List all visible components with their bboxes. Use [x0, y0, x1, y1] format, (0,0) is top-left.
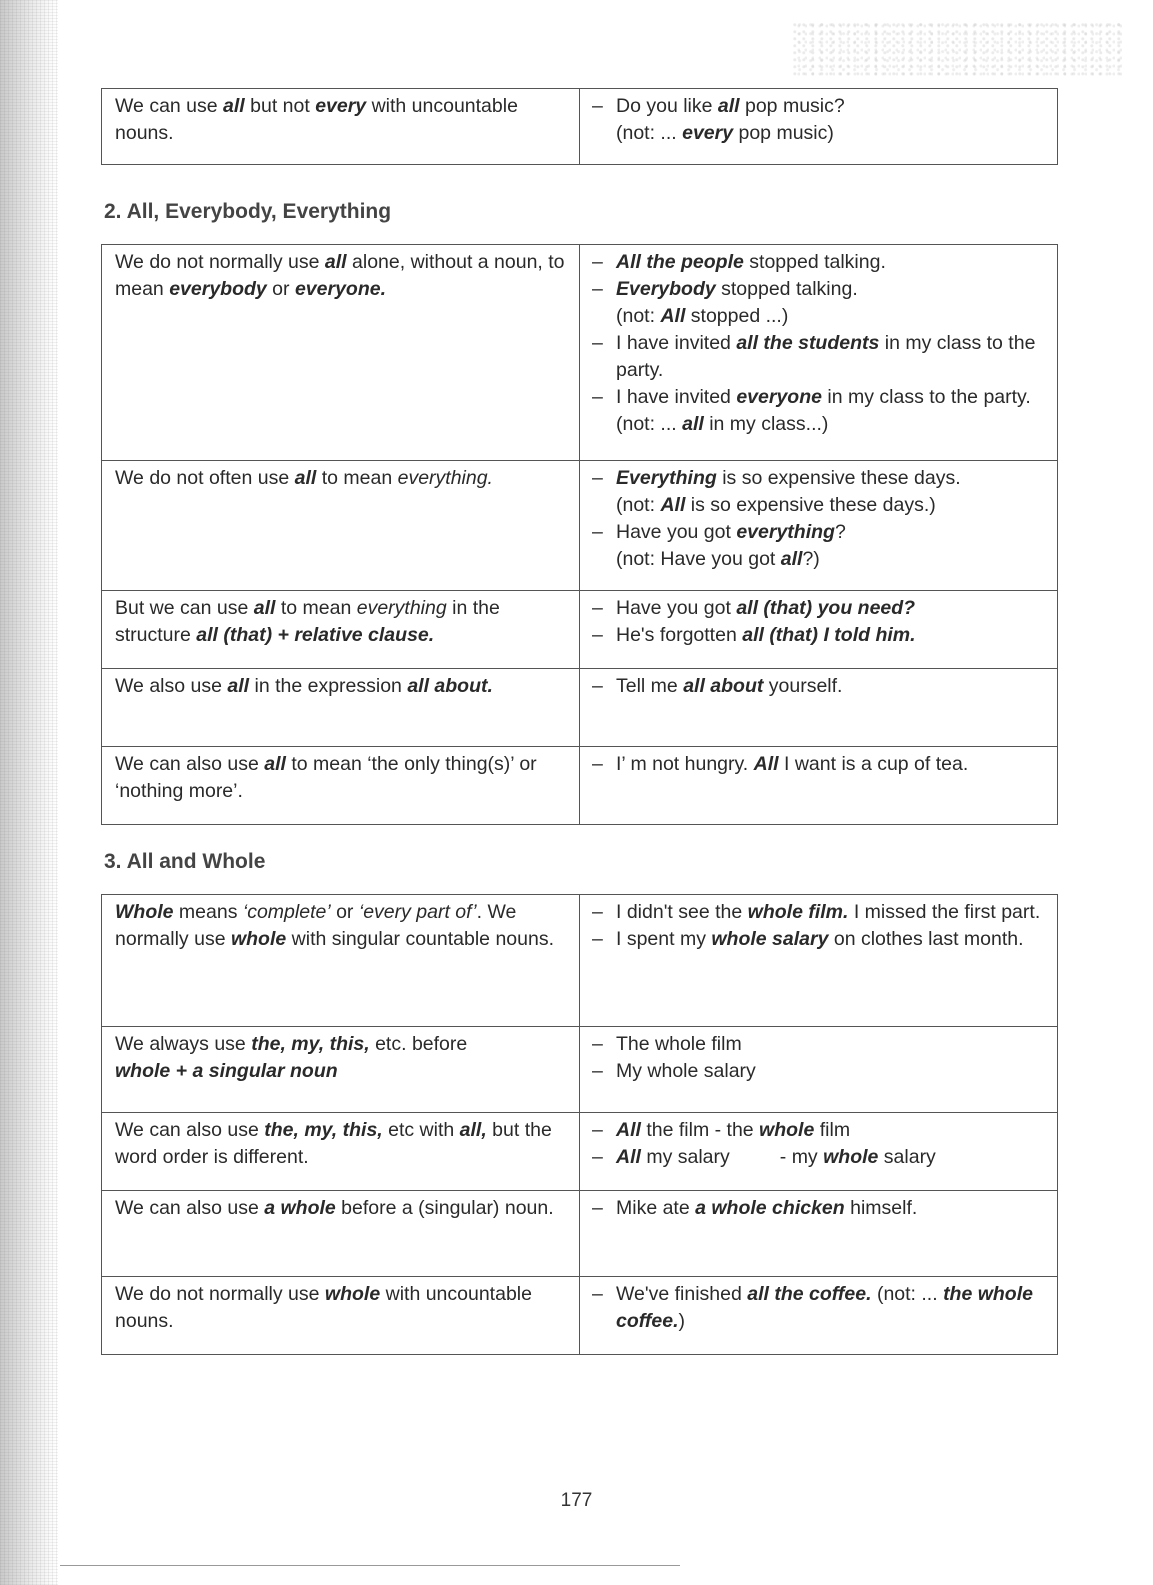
example-item: – All the people stopped talking.: [592, 251, 886, 273]
example-item: – I didn't see the whole film. I missed the first part.: [592, 901, 1041, 923]
section-heading-all-everybody-everything: 2. All, Everybody, Everything: [104, 200, 392, 223]
example-cell: [580, 1191, 1058, 1277]
rule-cell: Whole means ‘complete’ or ‘every part of’. We normally use whole with singular countable nouns.: [102, 895, 580, 1027]
table-row: [102, 669, 1058, 747]
grammar-table-all-and-whole: [101, 894, 1058, 1355]
example-item: – All my salary - my whole salary: [592, 1146, 936, 1168]
example-item: – I have invited all the students in my class to the party.: [592, 332, 1036, 381]
example-item: – I’ m not hungry. All I want is a cup of tea.: [592, 753, 969, 775]
example-item: – Mike ate a whole chicken himself.: [592, 1197, 918, 1219]
example-item: – Everything is so expensive these days. (not: All is so expensive these days.): [592, 467, 961, 516]
example-item: – We've finished all the coffee. (not: ... the whole coffee.): [592, 1283, 1033, 1332]
table-row: [102, 1113, 1058, 1191]
grammar-table-all-every: [101, 88, 1058, 165]
grammar-table-all-everybody-everything: [101, 244, 1058, 825]
example-item: – Have you got all (that) you need?: [592, 597, 916, 619]
binding-shadow: [0, 0, 58, 1585]
example-item: – Do you like all pop music? (not: ... every pop music): [592, 95, 845, 144]
rule-cell: We do not normally use all alone, without a noun, to mean everybody or everyone.: [102, 245, 580, 461]
example-cell: [580, 747, 1058, 825]
table-row: [102, 89, 1058, 165]
example-cell: [580, 89, 1058, 165]
example-cell: [580, 1027, 1058, 1113]
table-row: [102, 1027, 1058, 1113]
example-item: – Have you got everything? (not: Have you got all?): [592, 521, 846, 570]
example-item: – Everybody stopped talking. (not: All stopped ...): [592, 278, 858, 327]
page-number: 177: [560, 1490, 593, 1511]
rule-cell: We do not normally use whole with uncountable nouns.: [102, 1277, 580, 1355]
example-cell: [580, 461, 1058, 591]
example-cell: [580, 1277, 1058, 1355]
rule-cell: But we can use all to mean everything in the structure all (that) + relative clause.: [102, 591, 580, 669]
example-cell: [580, 669, 1058, 747]
rule-cell: We do not often use all to mean everything.: [102, 461, 580, 591]
table-row: [102, 591, 1058, 669]
example-cell: [580, 895, 1058, 1027]
rule-cell: We also use all in the expression all about.: [102, 669, 580, 747]
example-item: – He's forgotten all (that) I told him.: [592, 624, 916, 646]
example-item: – I have invited everyone in my class to the party. (not: ... all in my class...): [592, 386, 1031, 435]
rule-cell: We can also use a whole before a (singular) noun.: [102, 1191, 580, 1277]
example-item: – Tell me all about yourself.: [592, 675, 843, 697]
section-heading-all-and-whole: 3. All and Whole: [104, 850, 266, 873]
table-row: [102, 747, 1058, 825]
bottom-rule: [60, 1565, 680, 1566]
scan-speckle: [793, 22, 1123, 77]
example-item: – My whole salary: [592, 1060, 756, 1082]
table-row: [102, 895, 1058, 1027]
example-cell: [580, 1113, 1058, 1191]
rule-cell: We can also use the, my, this, etc with all, but the word order is different.: [102, 1113, 580, 1191]
example-cell: [580, 591, 1058, 669]
rule-cell: We always use the, my, this, etc. before whole + a singular noun: [102, 1027, 580, 1113]
rule-cell: We can also use all to mean ‘the only thing(s)’ or ‘nothing more’.: [102, 747, 580, 825]
example-item: – All the film - the whole film: [592, 1119, 851, 1141]
table-row: [102, 1191, 1058, 1277]
example-item: – The whole film: [592, 1033, 742, 1055]
example-item: – I spent my whole salary on clothes last month.: [592, 928, 1024, 950]
example-cell: [580, 245, 1058, 461]
rule-cell: We can use all but not every with uncountable nouns.: [102, 89, 580, 165]
table-row: [102, 1277, 1058, 1355]
table-row: [102, 245, 1058, 461]
table-row: [102, 461, 1058, 591]
